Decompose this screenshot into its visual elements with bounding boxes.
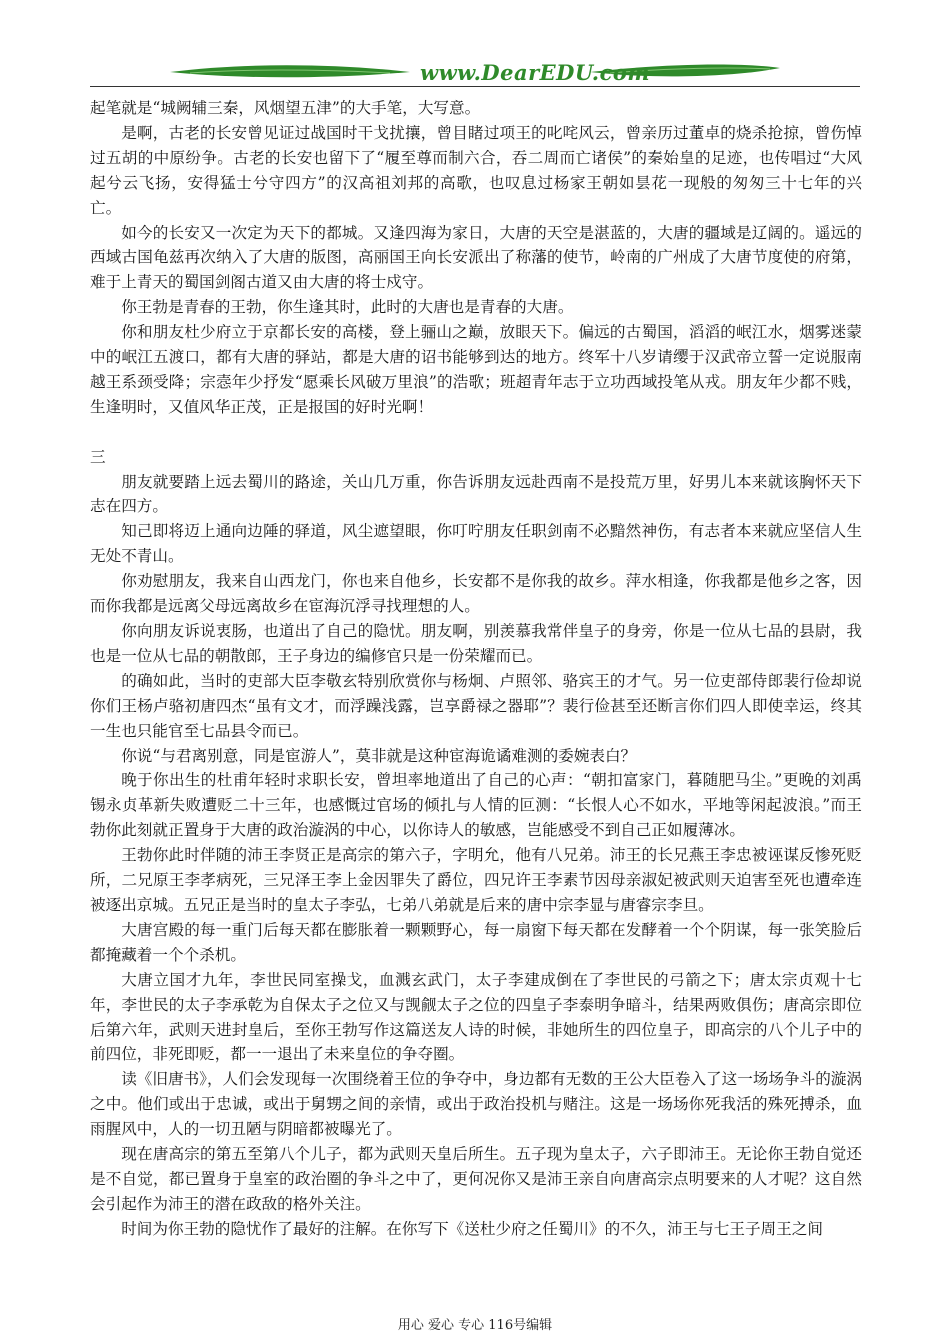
article-body [90,96,862,1242]
header-divider [90,86,860,87]
paragraph: 是啊，古老的长安曾见证过战国时干戈扰攘，曾目睹过项王的叱咤风云，曾亲历过董卓的烧杀抢掠，曾伤悼过五胡的中原纷争。古老的长安也留下了“履至尊而制六合，吞二周而亡诸侯”的秦始皇的足迹，也传唱过“大风起兮云飞扬，安得猛士兮守四方”的汉高祖刘邦的高歌，也叹息过杨家王朝如昙花一现般的匆匆三十七年的兴亡。 [90,123,862,217]
paragraph: 你向朋友诉说衷肠，也道出了自己的隐忧。朋友啊，别羡慕我常伴皇子的身旁，你是一位从七品的县尉，我也是一位从七品的朝散郎，王子身边的编修官只是一份荣耀而已。 [90,622,862,665]
paragraph: 你王勃是青春的王勃，你生逢其时，此时的大唐也是青春的大唐。 [121,298,574,317]
paragraph: 王勃你此时伴随的沛王李贤正是高宗的第六子，字明允，他有八兄弟。沛王的长兄燕王李忠被诬谋反惨死贬所，二兄原王李孝病死，三兄泽王李上金因罪失了爵位，四兄许王李素节因母亲淑妃被武则天迫害至死也遭牵连被逐出京城。五兄正是当时的皇太子李弘，七弟八弟就是后来的唐中宗李显与唐睿宗李旦。 [90,846,862,914]
paragraph: 大唐宫殿的每一重门后每天都在膨胀着一颗颗野心，每一扇窗下每天都在发酵着一个个阴谋，每一张笑脸后都掩藏着一个个杀机。 [90,920,862,964]
paragraph: 现在唐高宗的第五至第八个儿子，都为武则天皇后所生。五子现为皇太子，六子即沛王。无论你王勃自觉还是不自觉，都已置身于皇室的政治圈的争斗之中了，更何况你又是沛王亲自向唐高宗点明要来的人才呢？这自然会引起作为沛王的潜在政敌的格外关注。 [90,1145,862,1213]
paragraph: 起笔就是“城阙辅三秦，风烟望五津”的大手笔，大写意。 [90,99,481,117]
paragraph: 大唐立国才九年，李世民同室操戈，血溅玄武门，太子李建成倒在了李世民的弓箭之下；唐太宗贞观十七年，李世民的太子李承乾为自保太子之位又与觊觎太子之位的四皇子李泰明争暗斗，结果两败俱伤；唐高宗即位后第六年，武则天进封皇后，至你王勃写作这篇送友人诗的时候，非她所生的四位皇子，即高宗的八个儿子中的前四位，非死即贬，都一一退出了未来皇位的争夺圈。 [90,970,862,1064]
paragraph: 朋友就要踏上远去蜀川的路途，关山几万重，你告诉朋友远赴西南不是投荒万里，好男儿本来就该胸怀天下志在四方。 [90,472,862,516]
paragraph: 晚于你出生的杜甫年轻时求职长安，曾坦率地道出了自己的心声：“朝扣富家门，暮随肥马尘。”更晚的刘禹锡永贞革新失败遭贬二十三年，也感慨过官场的倾扎与人情的叵测：“长恨人心不如水，平地等闲起波浪。”而王勃你此刻就正置身于大唐的政治漩涡的中心，以你诗人的敏感，岂能感受不到自己正如履薄冰。 [90,771,862,840]
paragraph: 如今的长安又一次定为天下的都城。又逢四海为家日，大唐的天空是湛蓝的，大唐的疆域是辽阔的。遥远的西域古国龟兹再次纳入了大唐的版图，高丽国王向长安派出了称藩的使节，岭南的广州成了大唐节度使的府第，难于上青天的蜀国剑阁古道又由大唐的将士戍守。 [90,223,862,292]
paragraph: 你说“与君离别意，同是宦游人”，莫非就是这种宦海诡谲难测的委婉表白？ [121,746,637,765]
site-logo-text: www.DearEDU.com [420,60,651,85]
paragraph: 你劝慰朋友，我来自山西龙门，你也来自他乡，长安都不是你我的故乡。萍水相逢，你我都是他乡之客，因而你我都是远离父母远离故乡在宦海沉浮寻找理想的人。 [90,572,862,616]
paragraph: 的确如此，当时的吏部大臣李敬玄特别欣赏你与杨炯、卢照邻、骆宾王的才气。另一位吏部侍郎裴行俭却说你们王杨卢骆初唐四杰“虽有文才，而浮躁浅露，岂享爵禄之器耶”？裴行俭甚至还断言你们四人即使幸运，终其一生也只能官至七品县令而已。 [90,671,862,740]
section-heading: 三 [90,447,106,466]
page-footer: 用心 爱心 专心 116号编辑 [397,1318,553,1333]
paragraph: 知己即将迈上通向边陲的驿道，风尘遮望眼，你叮咛朋友任职剑南不必黯然神伤，有志者本来就应坚信人生无处不青山。 [90,522,862,566]
paragraph: 你和朋友杜少府立于京都长安的高楼，登上骊山之巅，放眼天下。偏远的古蜀国，滔滔的岷江水，烟雾迷蒙中的岷江五渡口，都有大唐的驿站，都是大唐的诏书能够到达的地方。终军十八岁请缨于汉武帝立誓一定说服南越王系颈受降；宗悫年少抒发“愿乘长风破万里浪”的浩歌；班超青年志于立功西域投笔从戎。朋友年少都不贱，生逢明时，又值风华正茂，正是报国的好时光啊！ [90,323,862,416]
paragraph: 时间为你王勃的隐忧作了最好的注解。在你写下《送杜少府之任蜀川》的不久，沛王与七王子周王之间 [121,1219,823,1238]
paragraph: 读《旧唐书》，人们会发现每一次围绕着王位的争夺中，身边都有无数的王公大臣卷入了这一场场争斗的漩涡之中。他们或出于忠诚，或出于舅甥之间的亲情，或出于政治投机与赌注。这是一场场你死我活的殊死搏杀，血雨腥风中，人的一切丑陋与阴暗都被曝光了。 [90,1070,862,1139]
spacer [90,420,862,445]
